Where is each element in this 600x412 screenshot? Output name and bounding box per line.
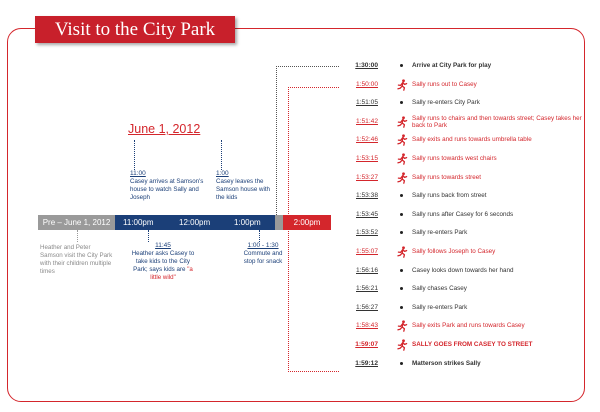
timeline-morning-segment [115,215,275,230]
row-description: Sally re-enters Park [412,229,468,237]
timeline-1200-label: 12:00pm [179,218,211,227]
row-description: Sally re-enters Park [412,303,468,311]
bullet-icon [400,64,403,67]
row-description: Sally runs back from street [412,192,487,200]
row-description: Arrive at City Park for play [412,62,492,69]
runner-icon [396,79,408,91]
row-description: Sally exits and runs towards umbrella table [412,136,532,144]
event-1145-quote: "a little wild" [150,266,193,281]
event-100 [216,170,276,202]
event-1145-time: 11:45 [155,242,171,249]
row-time: 1:58:43 [356,322,378,330]
event-1100-text: Casey arrives at Samson's house to watch Sally and Joseph [130,178,204,201]
row-description: Sally follows Joseph to Casey [412,248,496,255]
runner-icon [396,116,408,128]
row-time: 1:53:27 [356,173,378,181]
runner-icon [396,153,408,165]
row-time: 1:51:42 [356,117,378,125]
runner-icon [396,172,408,184]
row-description: Sally runs towards west chairs [412,155,497,162]
runner-icon [396,246,408,258]
row-description: Sally re-enters City Park [412,99,480,107]
connector-top-vertical [276,66,277,215]
row-time: 1:55:07 [356,248,378,255]
timeline-100-label: 1:00pm [234,218,261,227]
title-banner [35,16,235,43]
event-commute-stem [259,230,260,242]
pre-note: Heather and Peter Samson visit the City Park with their children multiple times [40,244,113,275]
event-commute [238,242,288,266]
bullet-icon [400,306,403,309]
event-commute-text: Commute and stop for snack [243,250,283,265]
connector-top [276,66,339,67]
pre-stem [77,230,78,242]
event-1145-stem [148,230,149,242]
timeline-1100-label: 11:00pm [123,218,154,227]
connector-red-top [288,87,339,88]
connector-red-bottom [288,371,339,372]
timeline-gap-segment [275,215,283,230]
row-time: 1:59:12 [355,359,378,367]
timeline-200-label: 2:00pm [293,218,321,227]
row-time: 1:53:38 [356,192,378,200]
row-description: Sally runs out to Casey [412,80,477,88]
row-description: Sally chases Casey [412,285,467,293]
runner-icon [396,320,408,332]
date-heading: June 1, 2012 [128,122,201,136]
row-description: Casey looks down towards her hand [412,266,514,274]
row-description: Sally runs to chairs and then towards street; Casey takes her back to Park [412,114,582,130]
row-description: Sally runs after Casey for 6 seconds [412,210,514,218]
row-time: 1:52:46 [356,136,378,144]
event-commute-time: 1:00 - 1:30 [247,242,279,249]
row-time: 1:56:27 [356,303,378,311]
event-1145-text: Heather asks Casey to take kids to the City Park; says kids are [131,250,195,273]
event-1100-stem [134,140,135,170]
row-time: 1:53:45 [356,210,378,218]
bullet-icon [400,362,403,365]
timeline-pre-segment [38,215,115,230]
event-1145 [128,242,198,282]
bullet-icon [400,269,403,272]
timeline-afternoon-segment [283,215,331,230]
row-time: 1:53:52 [356,229,378,237]
row-time: 1:59:07 [355,341,378,348]
row-time: 1:30:00 [355,62,378,69]
timeline-pre-label: Pre – June 1, 2012 [42,218,111,227]
bullet-icon [400,213,403,216]
row-description: Matterson strikes Sally [412,359,481,367]
runner-icon [396,134,408,146]
row-time: 1:56:16 [356,266,378,274]
row-description: SALLY GOES FROM CASEY TO STREET [412,341,533,348]
row-description: Sally runs towards street [412,173,481,181]
event-1100 [130,170,210,202]
row-time: 1:56:21 [356,285,378,293]
event-100-stem [221,140,222,170]
row-time: 1:53:15 [356,155,378,162]
event-100-time: 1:00 [216,170,229,177]
event-100-text: Casey leaves the Samson house with the kids [216,178,270,201]
runner-icon [396,339,408,351]
row-time: 1:51:05 [356,99,378,107]
row-time: 1:50:00 [356,80,378,88]
page-title: Visit to the City Park [54,19,216,40]
event-1100-time: 11:00 [130,170,146,177]
row-description: Sally exits Park and runs towards Casey [412,322,525,330]
